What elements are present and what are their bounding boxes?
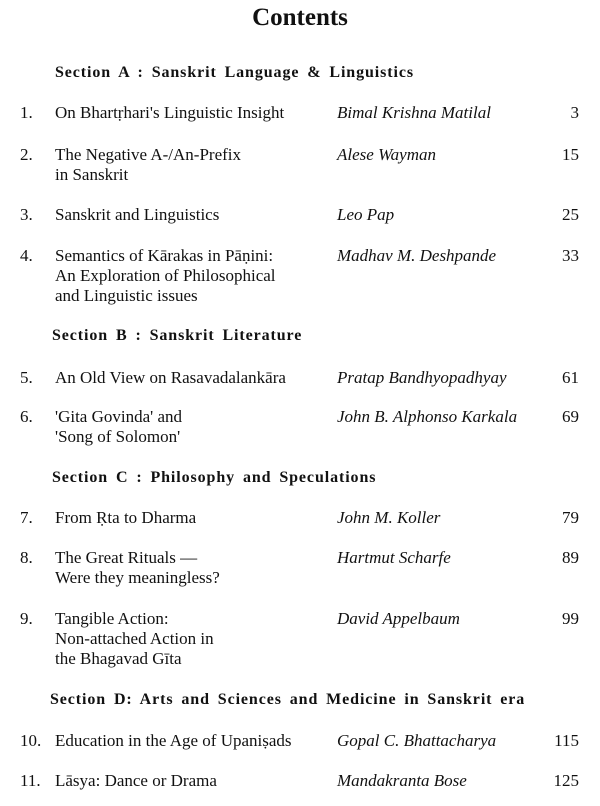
entry-title-line: in Sanskrit [55, 165, 129, 184]
entry-number: 6. [20, 407, 33, 426]
entry-title [55, 145, 335, 185]
entry-page: 99 [562, 609, 579, 628]
entry-title [55, 246, 335, 306]
entry-title-line: 'Gita Govinda' and [55, 407, 182, 426]
entry-title-line: The Great Rituals — [55, 548, 198, 567]
entry-author: Bimal Krishna Matilal [337, 103, 491, 122]
entry-title [55, 103, 335, 123]
entry-title-line: Semantics of Kārakas in Pāṇini: [55, 246, 274, 265]
entry-title [55, 771, 335, 791]
section-heading: Section D: Arts and Sciences and Medicine in Sanskrit era [50, 691, 526, 708]
entry-title-line: On Bhartṛhari's Linguistic Insight [55, 103, 285, 122]
entry-number: 4. [20, 246, 33, 265]
entry-number: 10. [20, 731, 42, 750]
entry-title-line: From Ṛta to Dharma [55, 508, 197, 527]
entry-author: Leo Pap [337, 205, 395, 224]
entry-number: 11. [20, 771, 41, 790]
entry-number: 9. [20, 609, 33, 628]
entry-page: 61 [562, 368, 579, 387]
entry-title [55, 548, 335, 588]
entry-author: Madhav M. Deshpande [337, 246, 497, 265]
entry-author: Gopal C. Bhattacharya [337, 731, 497, 750]
entry-page: 25 [562, 205, 579, 224]
entry-page: 3 [570, 103, 579, 122]
entry-number: 5. [20, 368, 33, 387]
entry-author: David Appelbaum [337, 609, 460, 628]
entry-title-line: An Exploration of Philosophical [55, 266, 276, 285]
entry-title-line: Tangible Action: [55, 609, 169, 628]
entry-title [55, 609, 335, 669]
entry-author: Hartmut Scharfe [337, 548, 451, 567]
entry-author: Mandakranta Bose [337, 771, 467, 790]
entry-page: 33 [562, 246, 579, 265]
entry-page: 125 [553, 771, 579, 790]
section-heading: Section C : Philosophy and Speculations [52, 469, 377, 486]
entry-title [55, 205, 335, 225]
page-title: Contents [252, 4, 348, 31]
entry-title-line: Education in the Age of Upaniṣads [55, 731, 292, 750]
entry-title [55, 407, 335, 447]
entry-author: John B. Alphonso Karkala [337, 407, 518, 426]
entry-page: 69 [562, 407, 579, 426]
entry-author: Pratap Bandhyopadhyay [337, 368, 507, 387]
entry-page: 79 [562, 508, 579, 527]
section-heading: Section B : Sanskrit Literature [52, 327, 303, 344]
section-heading: Section A : Sanskrit Language & Linguistics [55, 64, 414, 81]
entry-page: 89 [562, 548, 579, 567]
entry-title-line: An Old View on Rasavadalankāra [55, 368, 286, 387]
entry-title-line: The Negative A-/An-Prefix [55, 145, 241, 164]
entry-title-line: the Bhagavad Gīta [55, 649, 182, 668]
entry-title [55, 731, 335, 751]
entry-title-line: Sanskrit and Linguistics [55, 205, 220, 224]
entry-number: 2. [20, 145, 33, 164]
entry-title [55, 368, 335, 388]
entry-title-line: Were they meaningless? [55, 568, 220, 587]
entry-title-line: 'Song of Solomon' [55, 427, 181, 446]
entry-number: 1. [20, 103, 33, 122]
entry-title-line: Non-attached Action in [55, 629, 214, 648]
entry-number: 7. [20, 508, 33, 527]
entry-title [55, 508, 335, 528]
entry-author: John M. Koller [337, 508, 441, 527]
entry-title-line: and Linguistic issues [55, 286, 198, 305]
entry-title-line: Lāsya: Dance or Drama [55, 771, 217, 790]
entry-number: 3. [20, 205, 33, 224]
entry-author: Alese Wayman [337, 145, 436, 164]
entry-number: 8. [20, 548, 33, 567]
entry-page: 115 [554, 731, 579, 750]
entry-page: 15 [562, 145, 579, 164]
